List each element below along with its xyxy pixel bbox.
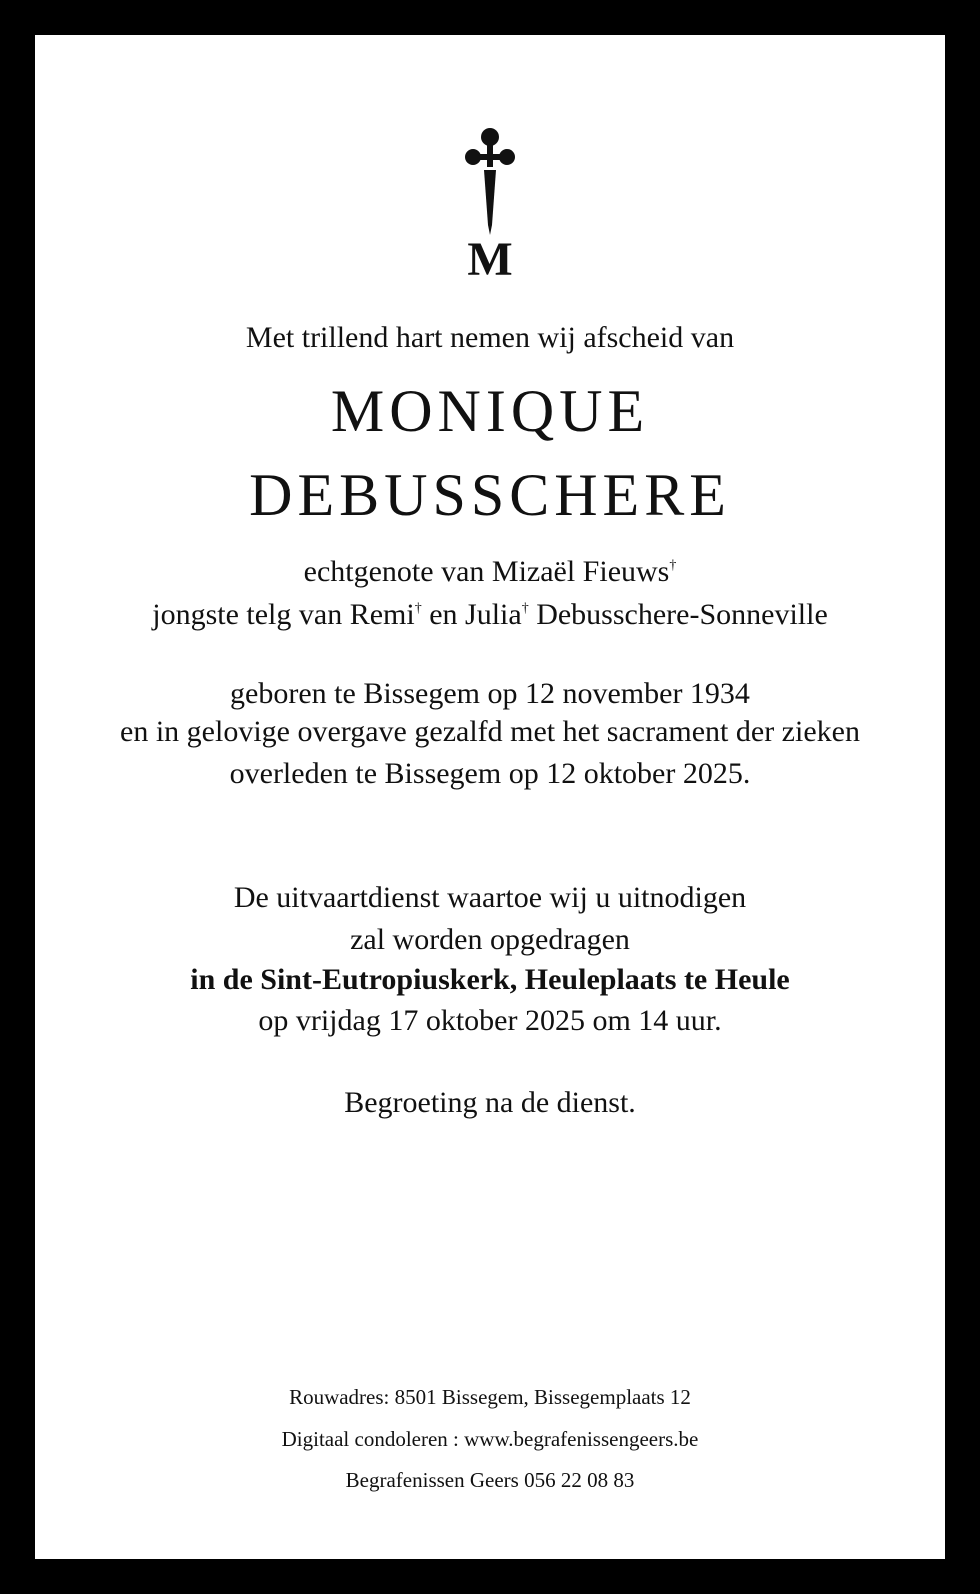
greeting-line: Begroeting na de dienst. (344, 1086, 636, 1119)
service-location: in de Sint-Eutropiuskerk, Heuleplaats te Heule (190, 963, 790, 996)
service-datetime: op vrijdag 17 oktober 2025 om 14 uur. (258, 1004, 722, 1037)
service-line-1: De uitvaartdienst waartoe wij u uitnodigen (233, 881, 747, 914)
sacrament-line: en in gelovige overgave gezalfd met het sacrament der zieken (120, 715, 860, 748)
deceased-first-name: MONIQUE (330, 378, 650, 444)
memorial-card (35, 35, 945, 1559)
died-line: overleden te Bissegem op 12 oktober 2025. (229, 757, 751, 790)
service-line-2: zal worden opgedragen (350, 923, 630, 956)
parents-line: jongste telg van Remi† en Julia† Debusschere-Sonneville (152, 598, 828, 631)
footer-address: Rouwadres: 8501 Bissegem, Bissegemplaats 12 (289, 1385, 691, 1409)
born-line: geboren te Bissegem op 12 november 1934 (230, 677, 750, 710)
footer-funeral-home: Begrafenissen Geers 056 22 08 83 (345, 1468, 635, 1492)
spouse-line: echtgenote van Mizaël Fieuws† (303, 555, 677, 588)
intro-text: Met trillend hart nemen wij afscheid van (245, 321, 735, 354)
cross-dagger-icon (460, 115, 520, 280)
deceased-last-name: DEBUSSCHERE (249, 462, 731, 528)
svg-text:M: M (467, 233, 513, 280)
footer-condolence: Digitaal condoleren : www.begrafenissengeers.be (281, 1427, 699, 1451)
